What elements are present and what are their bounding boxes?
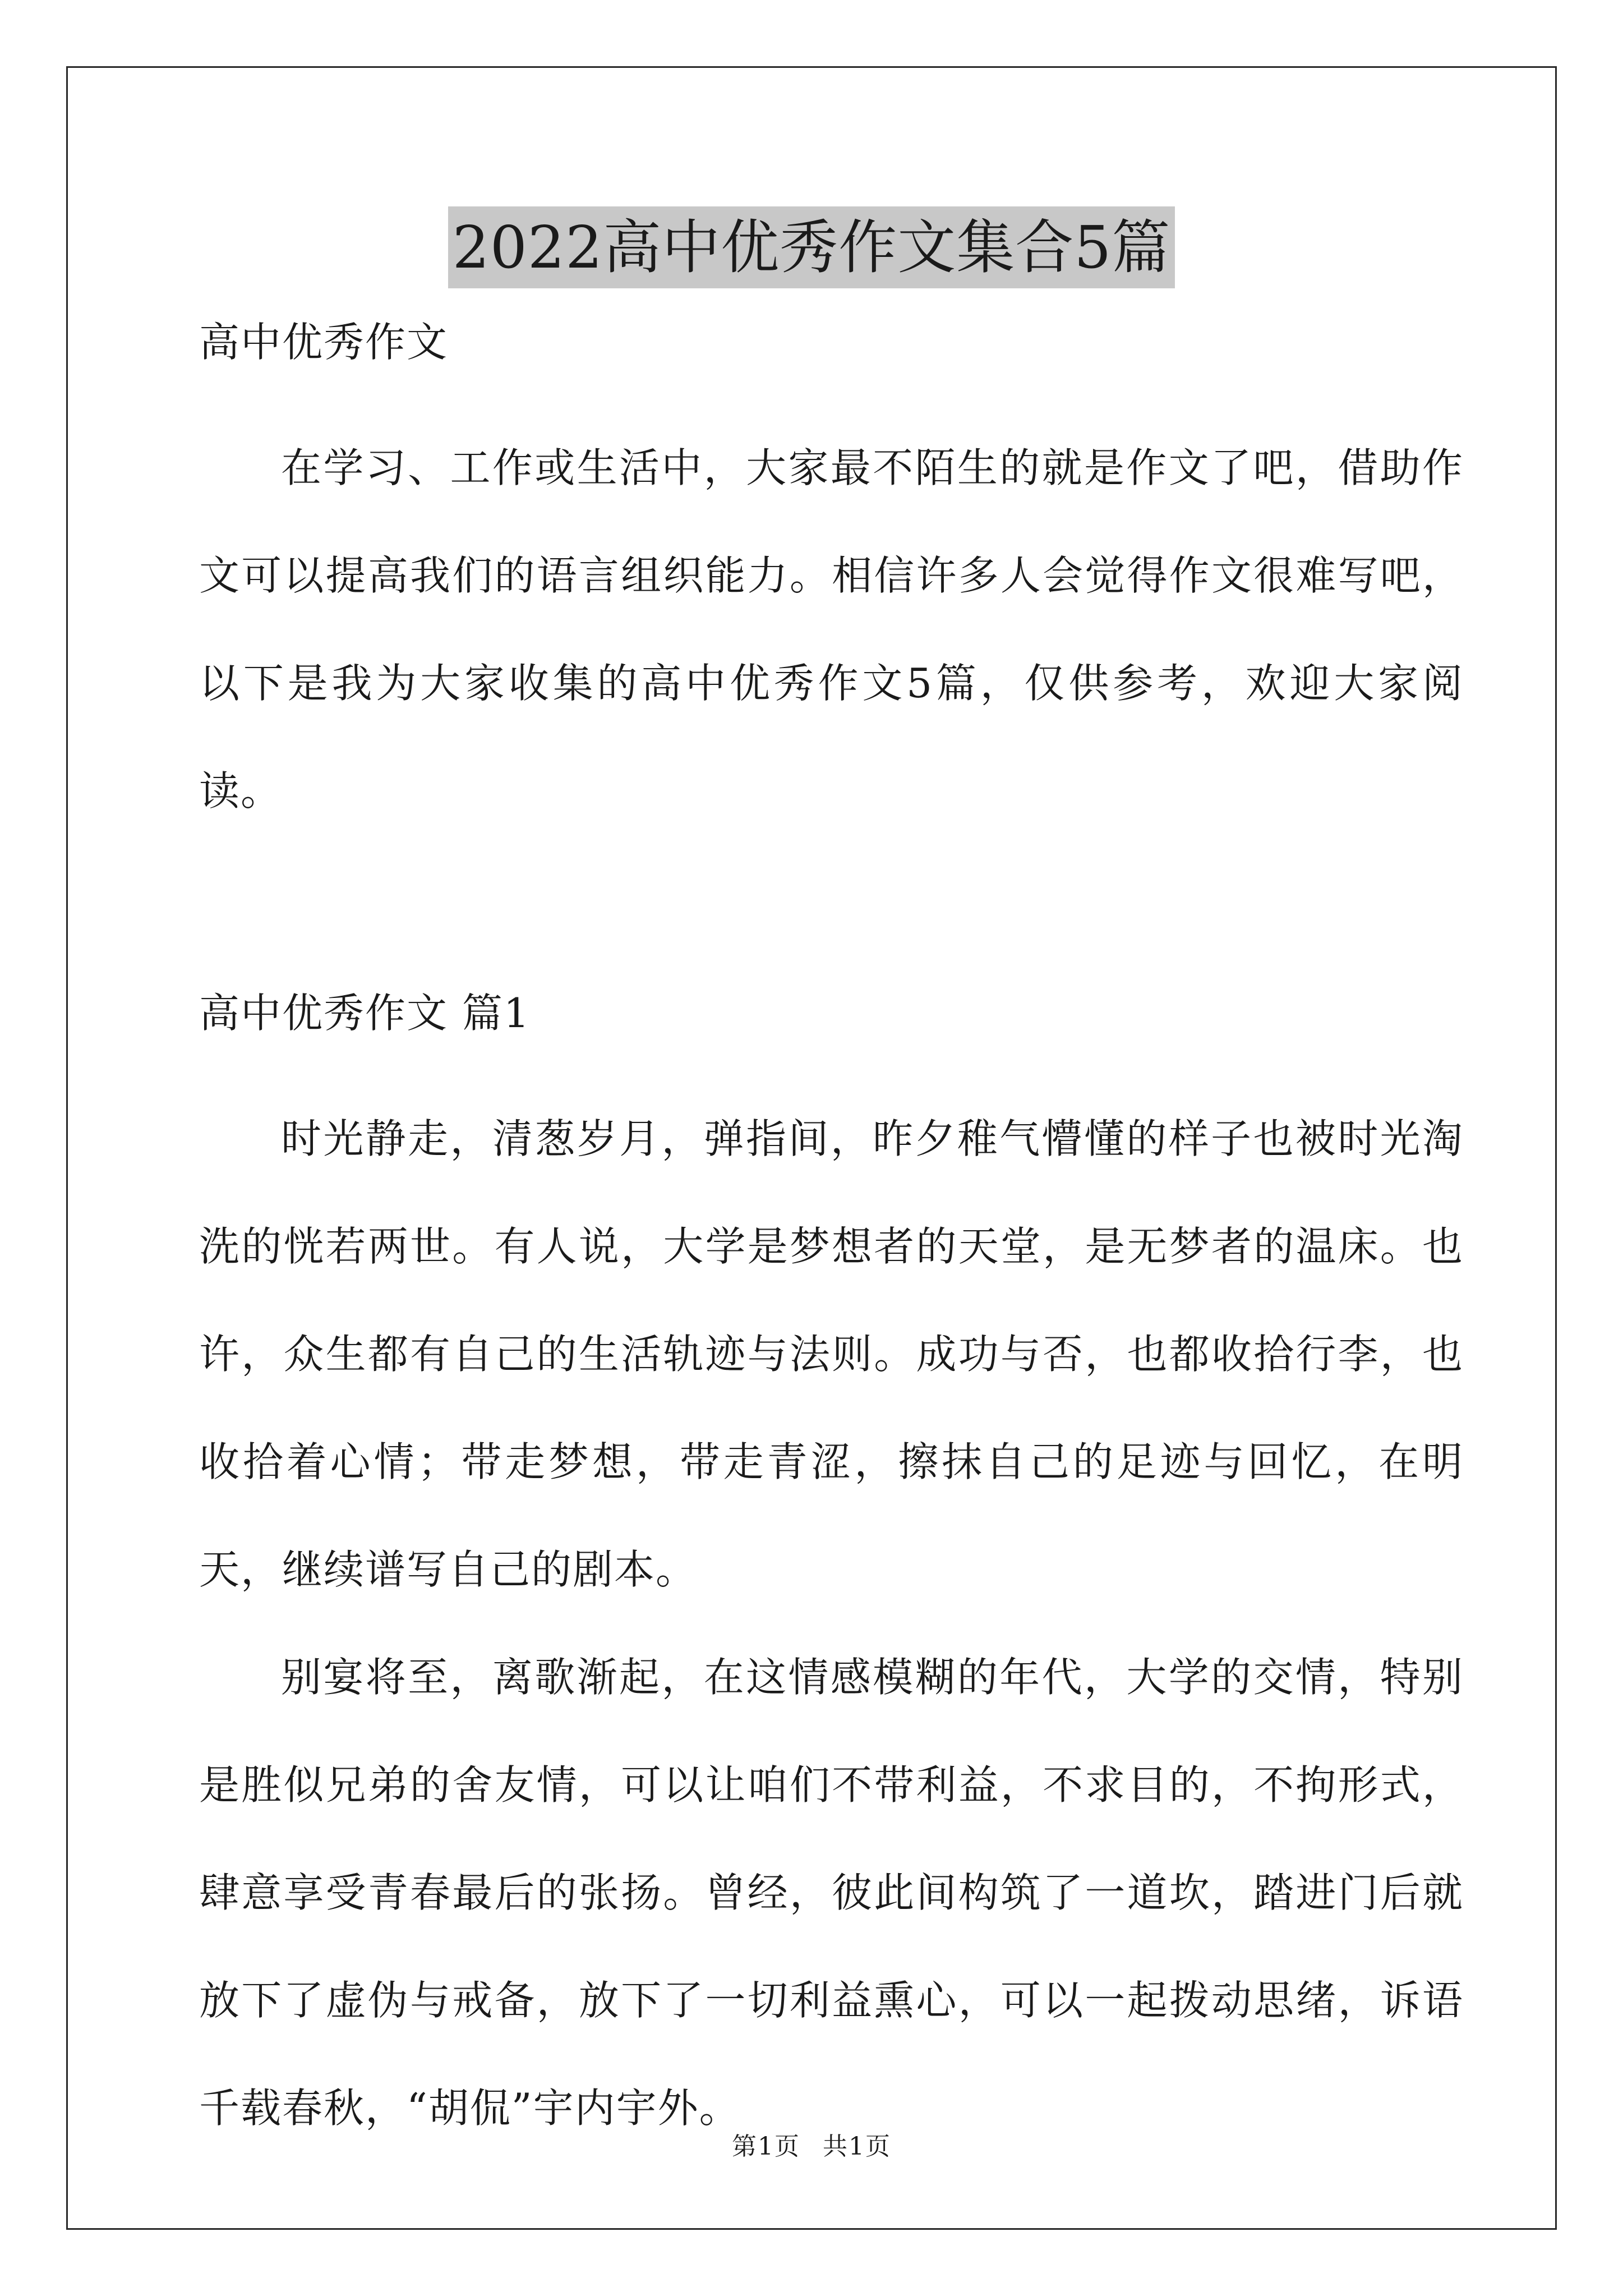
document-title: 2022高中优秀作文集合5篇 xyxy=(448,206,1175,288)
intro-paragraph: 在学习、工作或生活中，大家最不陌生的就是作文了吧，借助作文可以提高我们的语言组织能力。相信许多人会觉得作文很难写吧，以下是我为大家收集的高中优秀作文5篇，仅供参考，欢迎大家阅读。 xyxy=(199,444,1464,815)
intro-heading: 高中优秀作文 xyxy=(199,319,449,366)
section1-paragraph-1: 时光静走，清葱岁月，弹指间，昨夕稚气懵懂的样子也被时光淘洗的恍若两世。有人说，大学是梦想者的天堂，是无梦者的温床。也许，众生都有自己的生活轨迹与法则。成功与否，也都收拾行李，也收拾着心情；带走梦想，带走青涩，擦抹自己的足迹与回忆，在明天，继续谱写自己的剧本。 xyxy=(199,1115,1464,1593)
section1-heading: 高中优秀作文 篇1 xyxy=(199,990,531,1037)
section1-paragraph-2: 别宴将至，离歌渐起，在这情感模糊的年代，大学的交情，特别是胜似兄弟的舍友情，可以让咱们不带利益，不求目的，不拘形式，肆意享受青春最后的张扬。曾经，彼此间构筑了一道坎，踏进门后就放下了虚伪与戒备，放下了一切利益熏心，可以一起拨动思绪，诉语千载春秋，“胡侃”宇内宇外。 xyxy=(199,1654,1464,2132)
document-body xyxy=(199,314,1464,2162)
title-container xyxy=(0,206,1623,288)
page-footer xyxy=(0,2126,1623,2162)
page-number: 第1页 xyxy=(732,2132,800,2161)
page-total: 共1页 xyxy=(823,2132,891,2161)
